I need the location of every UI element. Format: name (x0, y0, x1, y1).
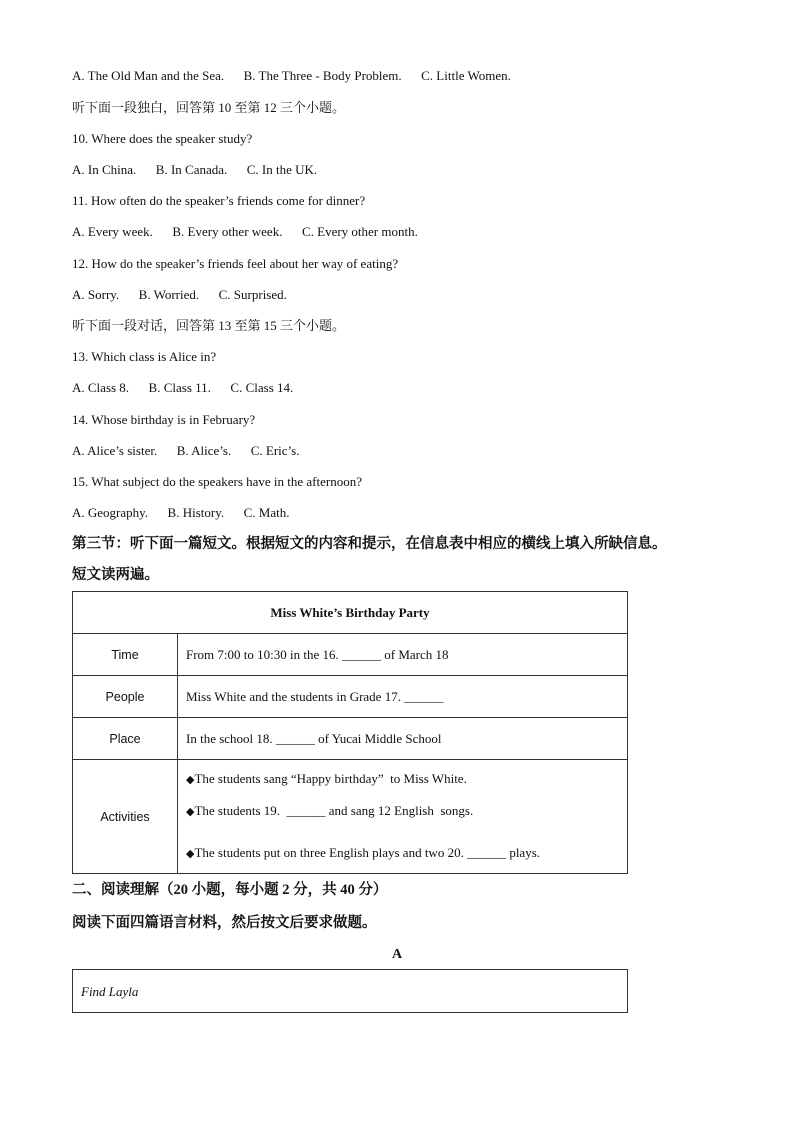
q14-options: A. Alice’s sister. B. Alice’s. C. Eric’s. (72, 443, 300, 458)
q10-options: A. In China. B. In Canada. C. In the UK. (72, 162, 318, 177)
q11-options: A. Every week. B. Every other week. C. Every other month. (72, 224, 418, 239)
q13-options: A. Class 8. B. Class 11. C. Class 14. (72, 380, 294, 395)
table-row (73, 760, 628, 874)
activity-item: ◆The students put on three English plays and two 20. ______ plays. (186, 845, 541, 860)
table-row (73, 718, 628, 760)
passage-a-title: Find Layla (81, 984, 139, 999)
q15-text: 15. What subject do the speakers have in the afternoon? (72, 474, 362, 489)
row-content-time: From 7:00 to 10:30 in the 16. ______ of March 18 (178, 634, 628, 676)
q13-text: 13. Which class is Alice in? (72, 349, 217, 364)
q11-text: 11. How often do the speaker’s friends come for dinner? (72, 193, 366, 208)
passage-a-label: A (391, 947, 403, 962)
diamond-bullet-icon: ◆ (186, 773, 195, 786)
row-label-activities: Activities (73, 760, 178, 874)
activity-item: ◆The students sang “Happy birthday” to Miss White. (186, 771, 467, 786)
passage-a-box (72, 969, 628, 1013)
section3-note: 短文读两遍。 (72, 567, 159, 583)
row-content-activities (178, 760, 628, 874)
q10-text: 10. Where does the speaker study? (72, 131, 253, 146)
q12-options: A. Sorry. B. Worried. C. Surprised. (72, 287, 287, 302)
row-label-place: Place (73, 718, 178, 760)
row-label-people: People (73, 676, 178, 718)
table-row (73, 634, 628, 676)
activity-item: ◆The students 19. ______ and sang 12 English songs. (186, 803, 474, 818)
q12-text: 12. How do the speaker’s friends feel about her way of eating? (72, 256, 399, 271)
q15-options: A. Geography. B. History. C. Math. (72, 505, 290, 520)
table-title: Miss White’s Birthday Party (73, 592, 628, 634)
part2-heading: 二、阅读理解（20 小题，每小题 2 分，共 40 分） (72, 882, 388, 898)
q14-text: 14. Whose birthday is in February? (72, 412, 256, 427)
monologue-instruction: 听下面一段独白，回答第 10 至第 12 三个小题。 (72, 100, 346, 115)
info-table (72, 591, 628, 874)
dialogue-instruction: 听下面一段对话，回答第 13 至第 15 三个小题。 (72, 318, 346, 333)
section3-heading: 第三节：听下面一篇短文。根据短文的内容和提示，在信息表中相应的横线上填入所缺信息。 (72, 536, 667, 552)
row-content-people: Miss White and the students in Grade 17. ______ (178, 676, 628, 718)
table-row (73, 676, 628, 718)
diamond-bullet-icon: ◆ (186, 805, 195, 818)
diamond-bullet-icon: ◆ (186, 847, 195, 860)
q9-options: A. The Old Man and the Sea. B. The Three - Body Problem. C. Little Women. (72, 68, 511, 83)
part2-instruction: 阅读下面四篇语言材料，然后按文后要求做题。 (72, 915, 377, 931)
row-label-time: Time (73, 634, 178, 676)
row-content-place: In the school 18. ______ of Yucai Middle School (178, 718, 628, 760)
